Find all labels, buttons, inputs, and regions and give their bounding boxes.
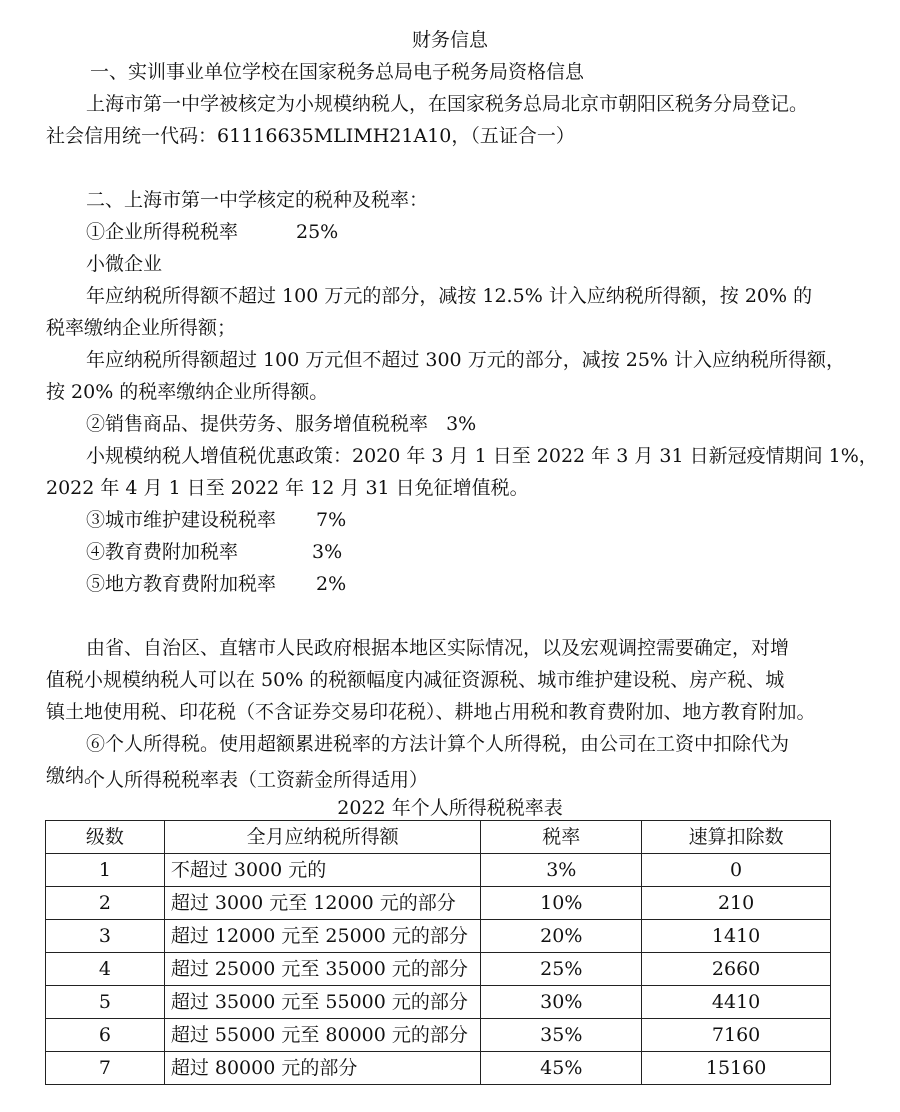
tax4-row	[86, 538, 832, 566]
cell-level: 6	[46, 1019, 165, 1052]
vat-policy-line2: 2022 年 4 月 1 日至 2022 年 12 月 31 日免征增值税。	[46, 477, 529, 499]
cell-rate: 20%	[481, 920, 642, 953]
tax3-row	[86, 506, 832, 534]
tax5-label: ⑤地方教育费附加税率	[86, 573, 277, 595]
cell-rate: 10%	[481, 887, 642, 920]
header-level: 级数	[46, 821, 165, 854]
section1-heading: 一、实训事业单位学校在国家税务总局电子税务局资格信息	[90, 61, 585, 83]
small-enterprise-label: 小微企业	[86, 253, 163, 275]
cell-rate: 3%	[481, 854, 642, 887]
section1-line2: 社会信用统一代码：61116635MLIMH21A10，（五证合一）	[46, 125, 575, 147]
tax2-label: ②销售商品、提供劳务、服务增值税税率	[86, 413, 429, 435]
header-deduction: 速算扣除数	[642, 821, 831, 854]
local-policy-line2: 值税小规模纳税人可以在 50% 的税额幅度内减征资源税、城市维护建设税、房产税、城	[46, 669, 785, 691]
table-row	[46, 920, 831, 953]
table-row	[46, 854, 831, 887]
income-tax-rate-table	[45, 820, 831, 1085]
table-row	[46, 953, 831, 986]
rule2-line2: 按 20% 的税率缴纳企业所得额。	[46, 381, 329, 403]
cell-income: 不超过 3000 元的	[164, 854, 481, 887]
tax4-rate: 3%	[312, 541, 343, 563]
cell-income: 超过 55000 元至 80000 元的部分	[164, 1019, 481, 1052]
cell-rate: 35%	[481, 1019, 642, 1052]
cell-income: 超过 12000 元至 25000 元的部分	[164, 920, 481, 953]
cell-level: 3	[46, 920, 165, 953]
table-row	[46, 1019, 831, 1052]
cell-deduction: 1410	[642, 920, 831, 953]
table-caption: 2022 年个人所得税税率表	[337, 797, 563, 819]
table-row	[46, 1052, 831, 1085]
table-intro-text: 个人所得税税率表（工资薪金所得适用）	[86, 769, 429, 791]
local-policy-line3: 镇土地使用税、印花税（不含证券交易印花税）、耕地占用税和教育费附加、地方教育附加。	[46, 701, 816, 723]
cell-income: 超过 35000 元至 55000 元的部分	[164, 986, 481, 1019]
rule1-line1: 年应纳税所得额不超过 100 万元的部分，减按 12.5% 计入应纳税所得额，按 20% 的	[86, 285, 813, 307]
tax6-line2: 缴纳。	[46, 765, 104, 787]
cell-rate: 45%	[481, 1052, 642, 1085]
local-policy-line1: 由省、自治区、直辖市人民政府根据本地区实际情况，以及宏观调控需要确定，对增	[86, 637, 790, 659]
cell-income: 超过 3000 元至 12000 元的部分	[164, 887, 481, 920]
cell-deduction: 7160	[642, 1019, 831, 1052]
table-row	[46, 887, 831, 920]
tax1-rate: 25%	[296, 221, 339, 243]
cell-rate: 30%	[481, 986, 642, 1019]
header-income: 全月应纳税所得额	[164, 821, 481, 854]
cell-level: 7	[46, 1052, 165, 1085]
cell-level: 4	[46, 953, 165, 986]
tax1-row	[86, 218, 832, 246]
tax2-rate: 3%	[446, 413, 477, 435]
cell-level: 2	[46, 887, 165, 920]
cell-level: 1	[46, 854, 165, 887]
tax5-row	[86, 570, 832, 598]
tax1-label: ①企业所得税税率	[86, 221, 239, 243]
vat-policy-line1: 小规模纳税人增值税优惠政策：2020 年 3 月 1 日至 2022 年 3 月 31 日新冠疫情期间 1%，	[86, 445, 878, 467]
tax6-line1: ⑥个人所得税。使用超额累进税率的方法计算个人所得税，由公司在工资中扣除代为	[86, 733, 790, 755]
tax3-label: ③城市维护建设税税率	[86, 509, 277, 531]
section1-line1: 上海市第一中学被核定为小规模纳税人，在国家税务总局北京市朝阳区税务分局登记。	[86, 93, 809, 115]
cell-deduction: 4410	[642, 986, 831, 1019]
tax5-rate: 2%	[316, 573, 347, 595]
cell-deduction: 15160	[642, 1052, 831, 1085]
cell-level: 5	[46, 986, 165, 1019]
cell-deduction: 2660	[642, 953, 831, 986]
cell-deduction: 0	[642, 854, 831, 887]
rule1-line2: 税率缴纳企业所得额；	[46, 317, 237, 339]
table-header-row	[46, 821, 831, 854]
cell-deduction: 210	[642, 887, 831, 920]
section2-heading: 二、上海市第一中学核定的税种及税率：	[86, 189, 429, 211]
tax4-label: ④教育费附加税率	[86, 541, 239, 563]
tax3-rate: 7%	[316, 509, 347, 531]
cell-income: 超过 80000 元的部分	[164, 1052, 481, 1085]
tax2-row	[86, 410, 832, 438]
cell-rate: 25%	[481, 953, 642, 986]
table-row	[46, 986, 831, 1019]
header-rate: 税率	[481, 821, 642, 854]
rule2-line1: 年应纳税所得额超过 100 万元但不超过 300 万元的部分，减按 25% 计入应纳税所得额，	[86, 349, 845, 371]
page-title: 财务信息	[411, 29, 488, 51]
cell-income: 超过 25000 元至 35000 元的部分	[164, 953, 481, 986]
